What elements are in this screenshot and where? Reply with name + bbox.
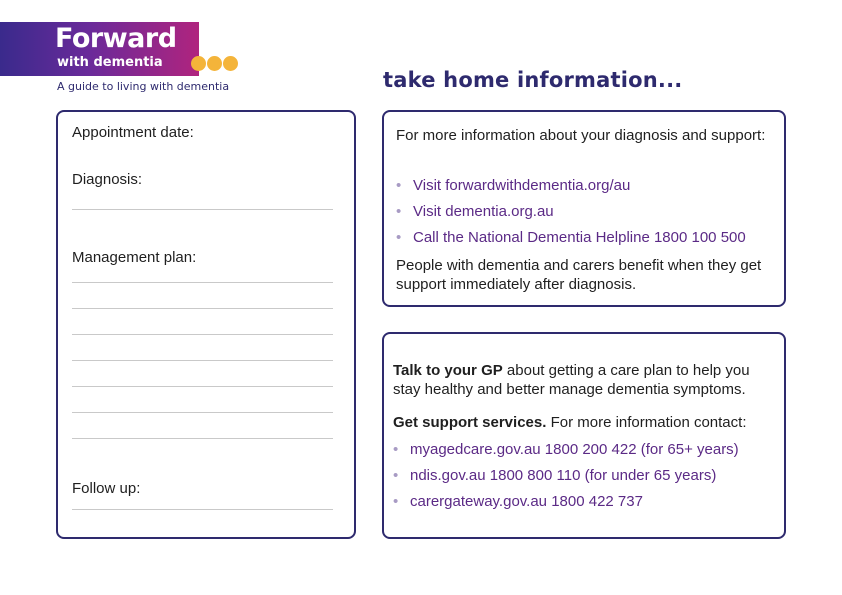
logo-subtitle: with dementia xyxy=(57,55,163,70)
link-text[interactable]: Visit forwardwithdementia.org/au xyxy=(413,177,631,194)
diagnosis-line xyxy=(72,209,333,210)
info-intro-text: For more information about your diagnosis and support: xyxy=(396,127,766,144)
link-text[interactable]: myagedcare.gov.au 1800 200 422 (for 65+ years) xyxy=(410,441,739,458)
bullet-icon: • xyxy=(393,441,399,458)
gp-advice-bold: Talk to your GP xyxy=(393,362,503,379)
management-line xyxy=(72,308,333,309)
logo-dots-icon xyxy=(191,56,238,71)
logo-dot xyxy=(223,56,238,71)
bullet-icon: • xyxy=(393,467,399,484)
link-text[interactable]: carergateway.gov.au 1800 422 737 xyxy=(410,493,643,510)
page-title: take home information... xyxy=(383,68,683,92)
support-info-card xyxy=(382,332,786,539)
appointment-date-label: Appointment date: xyxy=(72,124,194,141)
gp-advice-body: about getting a care plan to help you stay healthy and better manage dementia symptoms. xyxy=(393,362,750,398)
bullet-icon: • xyxy=(396,203,402,220)
info-links-list xyxy=(396,176,746,254)
notes-form-card xyxy=(56,110,356,539)
logo-title: Forward xyxy=(55,23,177,54)
support-links-list xyxy=(393,440,739,518)
diagnosis-label: Diagnosis: xyxy=(72,171,143,188)
bullet-icon: • xyxy=(393,493,399,510)
follow-up-line xyxy=(72,509,333,510)
follow-up-label: Follow up: xyxy=(72,480,141,497)
support-services-body: For more information contact: xyxy=(546,414,747,431)
list-item[interactable] xyxy=(396,228,746,247)
management-line xyxy=(72,360,333,361)
link-text[interactable]: ndis.gov.au 1800 800 110 (for under 65 years) xyxy=(410,467,717,484)
logo-dot xyxy=(207,56,222,71)
list-item[interactable] xyxy=(393,492,739,511)
management-line xyxy=(72,412,333,413)
support-services-bold: Get support services. xyxy=(393,414,547,431)
link-text[interactable]: Call the National Dementia Helpline 1800 100 500 xyxy=(413,229,746,246)
bullet-icon: • xyxy=(396,229,402,246)
logo-dot xyxy=(191,56,206,71)
diagnosis-info-card xyxy=(382,110,786,307)
info-closing-text: People with dementia and carers benefit when they get support immediately after diagnosis. xyxy=(396,257,762,293)
management-line xyxy=(72,282,333,283)
list-item[interactable] xyxy=(396,176,746,195)
management-line xyxy=(72,334,333,335)
link-text[interactable]: Visit dementia.org.au xyxy=(413,203,554,220)
management-plan-label: Management plan: xyxy=(72,249,197,266)
logo-tagline: A guide to living with dementia xyxy=(57,80,230,93)
support-services-text xyxy=(393,413,783,432)
list-item[interactable] xyxy=(393,440,739,459)
list-item[interactable] xyxy=(393,466,739,485)
gp-advice-text xyxy=(393,361,778,399)
list-item[interactable] xyxy=(396,202,746,221)
management-line xyxy=(72,386,333,387)
bullet-icon: • xyxy=(396,177,402,194)
management-line xyxy=(72,438,333,439)
